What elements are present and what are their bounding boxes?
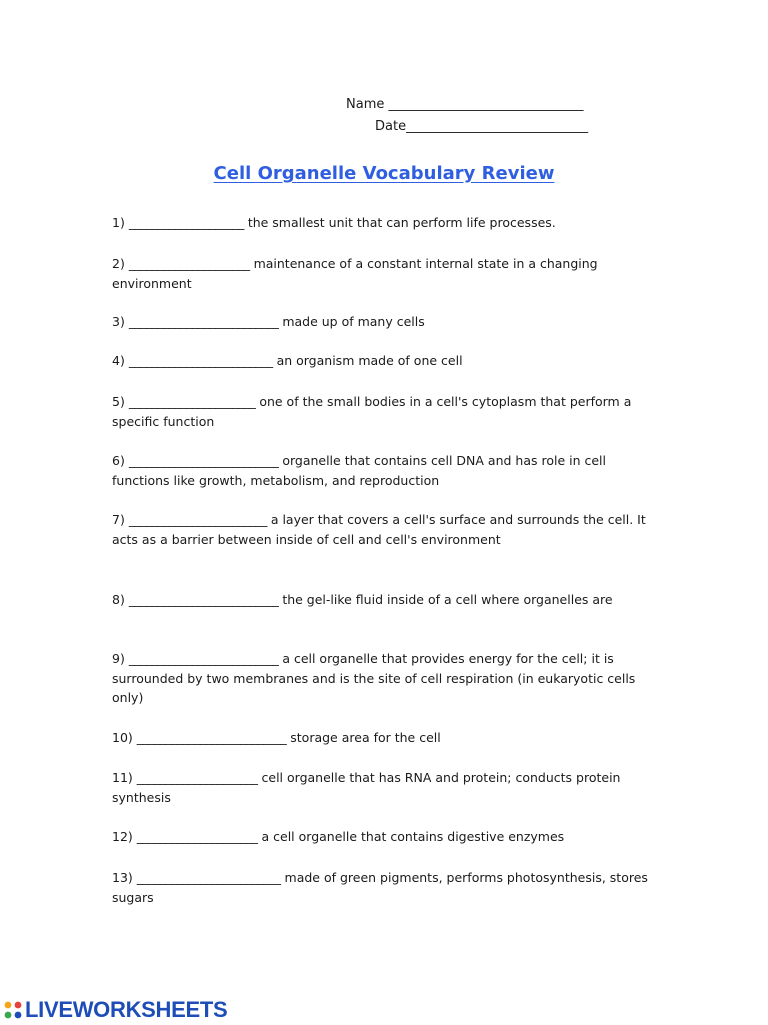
- answer-blank[interactable]: ________________________: [128, 512, 267, 527]
- answer-blank[interactable]: _____________________: [128, 256, 250, 271]
- question-definition: a cell organelle that provides energy for the cell; it is surrounded by two membranes and is the site of cell respiration (in eukaryotic cells only): [112, 651, 636, 705]
- question-definition: organelle that contains cell DNA and has role in cell functions like growth, metabolism, and reproduction: [112, 453, 607, 488]
- question-item-7: [112, 510, 657, 549]
- question-number: 12): [112, 829, 133, 844]
- answer-blank[interactable]: _____________________: [136, 770, 258, 785]
- question-number: 2): [112, 256, 125, 271]
- worksheet-title: Cell Organelle Vocabulary Review: [213, 163, 555, 184]
- question-number: 10): [112, 730, 133, 745]
- question-number: 9): [112, 651, 125, 666]
- answer-blank[interactable]: ______________________: [128, 394, 256, 409]
- answer-blank[interactable]: __________________________: [128, 314, 279, 329]
- question-number: 7): [112, 512, 125, 527]
- question-number: 4): [112, 353, 125, 368]
- question-item-4: [112, 351, 657, 371]
- answer-blank[interactable]: __________________________: [128, 592, 279, 607]
- question-definition: the gel-like fluid inside of a cell where organelles are: [282, 592, 613, 607]
- question-definition: storage area for the cell: [290, 730, 441, 745]
- question-item-8: [112, 590, 657, 610]
- question-definition: a cell organelle that contains digestive enzymes: [261, 829, 565, 844]
- question-definition: a layer that covers a cell's surface and surrounds the cell. It acts as a barrier between inside of cell and cell's environment: [112, 512, 646, 547]
- question-definition: an organism made of one cell: [276, 353, 463, 368]
- answer-blank[interactable]: __________________________: [128, 651, 279, 666]
- question-number: 6): [112, 453, 125, 468]
- answer-blank[interactable]: _________________________: [128, 353, 273, 368]
- name-field-label[interactable]: Name ______________________________: [346, 97, 584, 112]
- question-definition: made up of many cells: [282, 314, 425, 329]
- question-definition: cell organelle that has RNA and protein; conducts protein synthesis: [112, 770, 621, 805]
- question-number: 3): [112, 314, 125, 329]
- question-item-3: [112, 312, 657, 332]
- liveworksheets-brand: LIVEWORKSHEETS: [25, 997, 228, 1022]
- question-item-12: [112, 827, 657, 847]
- name-date-header: [346, 94, 666, 138]
- answer-blank[interactable]: ____________________: [128, 215, 244, 230]
- liveworksheets-footer[interactable]: [2, 998, 227, 1022]
- question-item-1: [112, 213, 657, 233]
- question-item-5: [112, 392, 657, 431]
- question-definition: the smallest unit that can perform life processes.: [247, 215, 556, 230]
- question-definition: maintenance of a constant internal state in a changing environment: [112, 256, 598, 291]
- answer-blank[interactable]: __________________________: [128, 453, 279, 468]
- question-number: 1): [112, 215, 125, 230]
- question-number: 5): [112, 394, 125, 409]
- question-item-2: [112, 254, 657, 293]
- answer-blank[interactable]: _________________________: [136, 870, 281, 885]
- date-field-label[interactable]: Date____________________________: [375, 119, 589, 134]
- question-item-13: [112, 868, 657, 907]
- question-definition: made of green pigments, performs photosynthesis, stores sugars: [112, 870, 648, 905]
- answer-blank[interactable]: __________________________: [136, 730, 287, 745]
- question-item-9: [112, 649, 657, 708]
- question-number: 8): [112, 592, 125, 607]
- question-number: 11): [112, 770, 133, 785]
- liveworksheets-logo-icon: [2, 999, 24, 1021]
- question-number: 13): [112, 870, 133, 885]
- question-definition: one of the small bodies in a cell's cytoplasm that perform a specific function: [112, 394, 632, 429]
- question-item-6: [112, 451, 657, 490]
- question-item-10: [112, 728, 657, 748]
- answer-blank[interactable]: _____________________: [136, 829, 258, 844]
- question-item-11: [112, 768, 657, 807]
